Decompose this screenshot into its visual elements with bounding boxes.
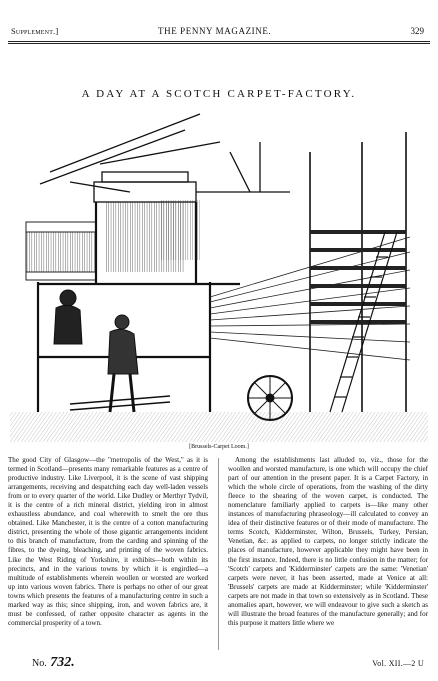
supplement-label: Supplement.] xyxy=(11,26,59,36)
volume-label: Vol. XII.—2 U xyxy=(372,659,424,668)
header-rule-bottom xyxy=(8,43,430,44)
paragraph-establishments: Among the establishments last alluded to, viz., those for the woollen and worsted manufacture, is one which will occupy the chief part of our attention in the present paper. It is a Carpet Factory, in which the whole circle of operations, from the washing of the dirty fleece to the shearing of the woven carpet, is conducted. The nomenclature familiarly applied to carpets is—like many other instances of manufacturing phraseology—ill calculated to convey an idea of their distinctive features or of their mode of manufacture. The terms Scotch, Kidderminster, Wilton, Brussels, Turkey, Persian, Venetian, &c. as applied to carpets, no longer strictly indicate the places of manufacture, however applicable they might have been in the first instance. Indeed, there is no little confusion in the matter; for 'Scotch' carpets and 'Kidderminster' carpets are the same: 'Venetian' carpets were never, it has been asserted, made at Venice at all: 'Brussels' carpets are made at Kidderminster; while 'Kidderminster' carpets are not made in that town so extensively as in Scotland. These anomalies apart, however, we will endeavour to give such a sketch as will illustrate the broad features of the manufacture generally; and for this purpose it matters little where we xyxy=(228,456,428,627)
issue-number-value: 732. xyxy=(50,655,75,670)
issue-number-label: No. xyxy=(32,658,47,669)
magazine-title: THE PENNY MAGAZINE. xyxy=(158,26,272,36)
paragraph-glasgow: The good City of Glasgow—the "metropolis of the West," as it is termed in Scotland—presents many remarkable features as a centre of productive industry. Like Liverpool, it is the scene of vast shipping arrangements, receiving and despatching each day well-laden vessels from or to every quarter of the world. Like Dudley or Merthyr Tydvil, it is the centre of a rich mineral district, yielding iron in almost exhaustless abundance, and coal wherewith to smelt the ore thus obtained. Like Manchester, it is the centre of a cotton manufacturing district, presenting the whole of those gigantic arrangements incident to this branch of manufacture, from the carding and spinning of the fibres, to the dyeing, bleaching, and printing of the woven fabrics. Like the West Riding of Yorkshire, it exhibits—both within its precincts, and in the various towns by which it is engirdled—a multitude of establishments wherein woollen or worsted are worked up into various woven fabrics. There is perhaps no other of our great towns which presents the features of a manufacturing centre in such a marked way as this; since shipping, iron, and woven fabrics are, it must be confessed, of rather opposite character as agents in the commercial prosperity of a town. xyxy=(8,456,208,627)
text-column-right xyxy=(228,456,428,652)
text-column-left xyxy=(8,456,208,652)
page-number: 329 xyxy=(410,26,424,36)
running-header xyxy=(0,26,438,40)
figure-caption: [Brussels-Carpet Loom.] xyxy=(189,444,249,450)
issue-number xyxy=(32,655,75,671)
header-rule-top xyxy=(8,41,430,42)
article-title: A DAY AT A SCOTCH CARPET-FACTORY. xyxy=(81,88,357,100)
brussels-carpet-loom-engraving xyxy=(10,112,428,442)
column-divider xyxy=(218,458,219,650)
